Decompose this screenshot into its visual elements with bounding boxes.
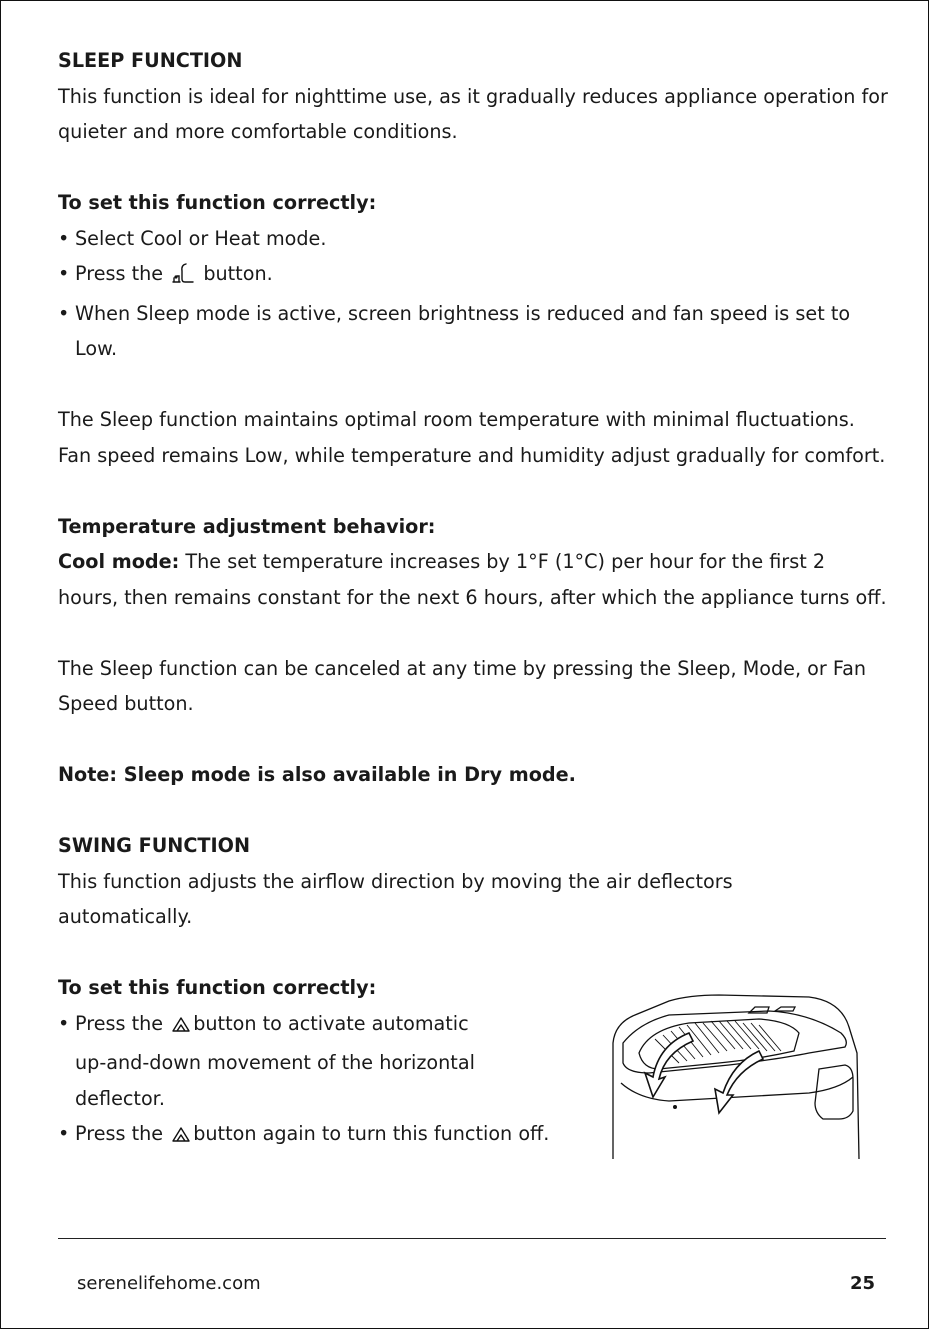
sleep-bullet-1: • Select Cool or Heat mode. (58, 221, 888, 257)
sleep-intro: This function is ideal for nighttime use, as it gradually reduces appliance operation for quieter and more comfortable conditions. (58, 84, 888, 143)
swing-bullet-2 (58, 1116, 598, 1156)
swing-set-heading: To set this function correctly: (58, 976, 377, 999)
swing-bullet-1 (58, 1006, 505, 1117)
cool-mode-paragraph (58, 544, 888, 615)
swing-bullet-2-post: button again to turn this function off. (193, 1122, 550, 1145)
swing-heading: SWING FUNCTION (58, 834, 251, 857)
air-conditioner-illustration (609, 993, 863, 1161)
footer-divider (58, 1238, 886, 1239)
swing-bullet-1-pre: Press the (75, 1011, 164, 1035)
swing-intro: This function adjusts the airflow direction by moving the air deflectors automatically. (58, 869, 733, 928)
swing-bullet-2-pre: Press the (75, 1122, 164, 1145)
page-number: 25 (849, 1273, 875, 1294)
cool-mode-text: The set temperature increases by 1°F (1°C) per hour for the first 2 hours, then remains constant for the next 6 hours, after which the appliance turns off. (58, 550, 887, 609)
sleep-set-heading: To set this function correctly: (58, 191, 377, 214)
swing-bullet-1-post: button to activate automatic up-and-down movement of the horizontal deflector. (75, 1011, 475, 1110)
sleep-bullet-2-post: button. (203, 262, 273, 285)
swing-icon (171, 1010, 191, 1046)
swing-bullets (58, 1006, 598, 1156)
sleep-bullet-3: • When Sleep mode is active, screen brightness is reduced and fan speed is set to Low. (58, 296, 888, 367)
sleep-bullet-2-pre: Press the (75, 262, 164, 285)
temp-adjust-heading: Temperature adjustment behavior: (58, 514, 436, 538)
footer-website: serenelifehome.com (77, 1273, 261, 1294)
sleep-paragraph-2: The Sleep function maintains optimal room temperature with minimal fluctuations. Fan speed remains Low, while temperature and humidity adjust gradually for comfort. (58, 408, 886, 467)
page-content (58, 43, 888, 1156)
sleep-icon (171, 260, 195, 296)
sleep-heading: SLEEP FUNCTION (58, 49, 243, 72)
sleep-note: Note: Sleep mode is also available in Dry mode. (58, 763, 576, 786)
cool-mode-label: Cool mode: (58, 550, 180, 573)
swing-icon (171, 1120, 191, 1156)
sleep-cancel-paragraph: The Sleep function can be canceled at any time by pressing the Sleep, Mode, or Fan Speed button. (58, 656, 867, 715)
sleep-bullet-2 (58, 256, 888, 296)
